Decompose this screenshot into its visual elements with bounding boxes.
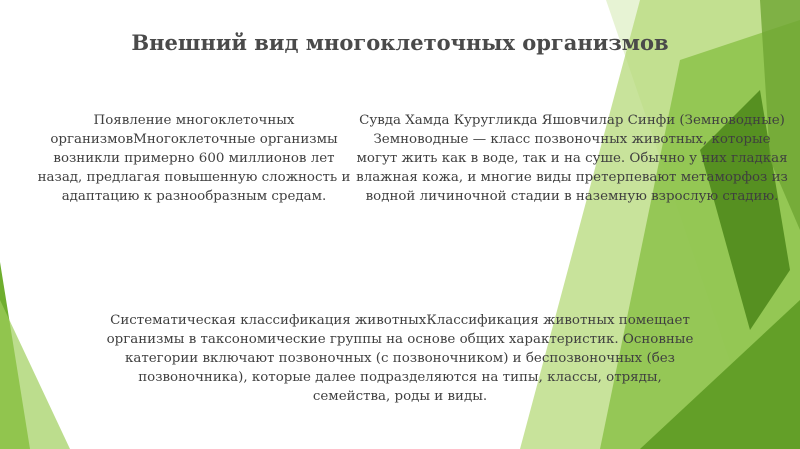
text-block-right: Сувда Хамда Куругликда Яшовчилар Синфи (Земноводные) Земноводные — класс позвоночных животных, которые могут жить как в воде, так и на суше. Обычно у них гладкая влажная кожа, и многие виды претерпевают метаморфоз из водной личиночной стадии в наземную взрослую стадию. bbox=[356, 113, 788, 204]
text-block-bottom: Систематическая классификация животныхКлассификация животных помещает организмы в таксономические группы на основе общих характеристик. Основные категории включают позвоночных (с позвоночником) и беспозвоночных (без позвоночника), которые далее подразделяются на типы, классы, отряды, семейства, роды и виды. bbox=[106, 313, 694, 404]
slide-title: Внешний вид многоклеточных организмов bbox=[131, 30, 669, 55]
left-green-shape-light bbox=[0, 300, 70, 449]
text-block-left: Появление многоклеточных организмовМногоклеточные организмы возникли примерно 600 миллионов лет назад, предлагая повышенную сложность и адаптацию к разнообразным средам. bbox=[37, 113, 351, 204]
